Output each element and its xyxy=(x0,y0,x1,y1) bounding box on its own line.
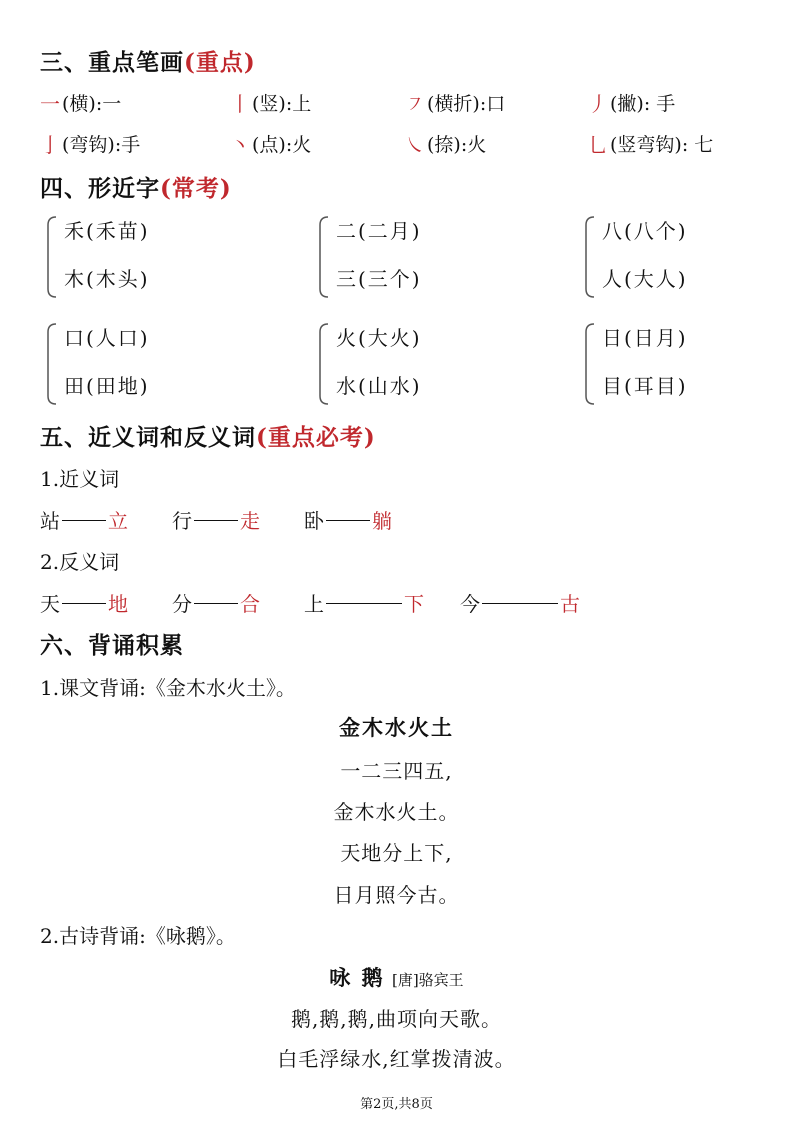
synonyms-row xyxy=(40,505,760,535)
answer-word: 古 xyxy=(560,592,580,616)
char-pair-first: 二(二月) xyxy=(336,219,422,243)
stroke-label: (弯钩):手 xyxy=(62,134,141,156)
word: 分 xyxy=(172,592,192,616)
answer-word: 立 xyxy=(108,509,128,533)
dash-line xyxy=(194,520,238,521)
answer-word: 躺 xyxy=(372,509,392,533)
section5-heading xyxy=(40,419,376,452)
stroke-label: (点):火 xyxy=(252,134,312,156)
char-pair-second: 水(山水) xyxy=(336,374,422,398)
char-pair-first: 口(人口) xyxy=(64,326,150,350)
section6-heading xyxy=(40,627,184,660)
stroke-glyph: 丨 xyxy=(230,92,250,116)
antonyms-row xyxy=(40,588,760,618)
char-pair-second: 三(三个) xyxy=(336,267,422,291)
brace-icon xyxy=(582,215,596,299)
poem-heading xyxy=(0,962,793,992)
dash-line xyxy=(194,603,238,604)
stroke-glyph: 乚 xyxy=(588,133,608,157)
char-pair xyxy=(44,322,244,412)
section4-heading xyxy=(40,170,232,203)
word: 天 xyxy=(40,592,60,616)
answer-word: 下 xyxy=(404,592,424,616)
dash-line xyxy=(62,520,106,521)
stroke-glyph: ㇏ xyxy=(405,133,425,157)
section3-tag: (重点) xyxy=(184,49,256,76)
word: 站 xyxy=(40,509,60,533)
char-pair xyxy=(316,215,516,305)
stroke-label: (捺):火 xyxy=(427,134,487,156)
poem-author: [唐]骆宾王 xyxy=(391,971,464,989)
stroke-label: (竖):上 xyxy=(252,93,312,115)
word-pair xyxy=(172,505,260,534)
section3-heading xyxy=(40,44,256,77)
section3-title: 三、重点笔画 xyxy=(40,49,184,76)
dash-line xyxy=(326,603,402,604)
char-pair-first: 日(日月) xyxy=(602,326,688,350)
stroke-item-hengzhe xyxy=(405,88,505,117)
char-pair-second: 目(耳目) xyxy=(602,374,688,398)
stroke-item-heng xyxy=(40,88,121,117)
char-pair-second: 木(木头) xyxy=(64,267,150,291)
word: 上 xyxy=(304,592,324,616)
brace-icon xyxy=(582,322,596,406)
char-pair-second: 田(田地) xyxy=(64,374,150,398)
char-pair-first: 火(大火) xyxy=(336,326,422,350)
text-line: 金木水火土。 xyxy=(333,800,460,824)
answer-word: 走 xyxy=(240,509,260,533)
brace-icon xyxy=(316,215,330,299)
stroke-glyph: 丶 xyxy=(230,133,250,157)
char-pair xyxy=(316,322,516,412)
stroke-item-dian xyxy=(230,129,311,158)
word-pair xyxy=(304,505,392,534)
stroke-glyph: 丿 xyxy=(588,92,608,116)
word-pair xyxy=(40,505,128,534)
brace-icon xyxy=(316,322,330,406)
text-line: 一二三四五, xyxy=(340,759,453,783)
brace-icon xyxy=(44,322,58,406)
stroke-glyph: ㇇ xyxy=(405,92,425,116)
poem-line: 白毛浮绿水,红掌拨清波。 xyxy=(277,1047,516,1071)
answer-word: 合 xyxy=(240,592,260,616)
stroke-item-pie xyxy=(588,88,675,117)
char-pair xyxy=(44,215,244,305)
text-recite-label: 1.课文背诵:《金木水火土》。 xyxy=(40,676,296,700)
section5-title: 五、近义词和反义词 xyxy=(40,424,256,451)
poem-recite-label: 2.古诗背诵:《咏鹅》。 xyxy=(40,924,236,948)
poem-line: 鹅,鹅,鹅,曲项向天歌。 xyxy=(290,1007,503,1031)
word-pair xyxy=(304,588,424,617)
text-line: 日月照今古。 xyxy=(333,883,460,907)
stroke-label: (撇): 手 xyxy=(610,93,676,115)
stroke-item-shuwangou xyxy=(588,129,713,158)
stroke-glyph: 一 xyxy=(40,92,60,116)
stroke-row-2 xyxy=(40,129,760,159)
antonyms-label: 2.反义词 xyxy=(40,550,120,574)
stroke-row-1 xyxy=(40,88,760,118)
char-pair xyxy=(582,215,782,305)
section4-tag: (常考) xyxy=(160,175,232,202)
stroke-label: (横折):口 xyxy=(427,93,506,115)
page-number: 第2页,共8页 xyxy=(360,1097,433,1112)
section6-title: 六、背诵积累 xyxy=(40,632,184,659)
similar-characters xyxy=(40,215,760,405)
stroke-item-wangou xyxy=(40,129,140,158)
word: 卧 xyxy=(304,509,324,533)
dash-line xyxy=(62,603,106,604)
stroke-item-na xyxy=(405,129,486,158)
stroke-item-shu xyxy=(230,88,311,117)
word-pair xyxy=(460,588,580,617)
brace-icon xyxy=(44,215,58,299)
answer-word: 地 xyxy=(108,592,128,616)
stroke-label: (竖弯钩): 七 xyxy=(610,134,714,156)
section5-tag: (重点必考) xyxy=(256,424,376,451)
stroke-label: (横):一 xyxy=(62,93,122,115)
word: 今 xyxy=(460,592,480,616)
text-title: 金木水火土 xyxy=(339,715,454,740)
word-pair xyxy=(172,588,260,617)
stroke-glyph: 亅 xyxy=(40,133,60,157)
char-pair-first: 八(八个) xyxy=(602,219,688,243)
char-pair xyxy=(582,322,782,412)
word-pair xyxy=(40,588,128,617)
dash-line xyxy=(482,603,558,604)
char-pair-first: 禾(禾苗) xyxy=(64,219,150,243)
section4-title: 四、形近字 xyxy=(40,175,160,202)
poem-title: 咏 鹅 xyxy=(329,965,385,990)
word: 行 xyxy=(172,509,192,533)
text-line: 天地分上下, xyxy=(340,841,453,865)
char-pair-second: 人(大人) xyxy=(602,267,688,291)
synonyms-label: 1.近义词 xyxy=(40,467,120,491)
dash-line xyxy=(326,520,370,521)
